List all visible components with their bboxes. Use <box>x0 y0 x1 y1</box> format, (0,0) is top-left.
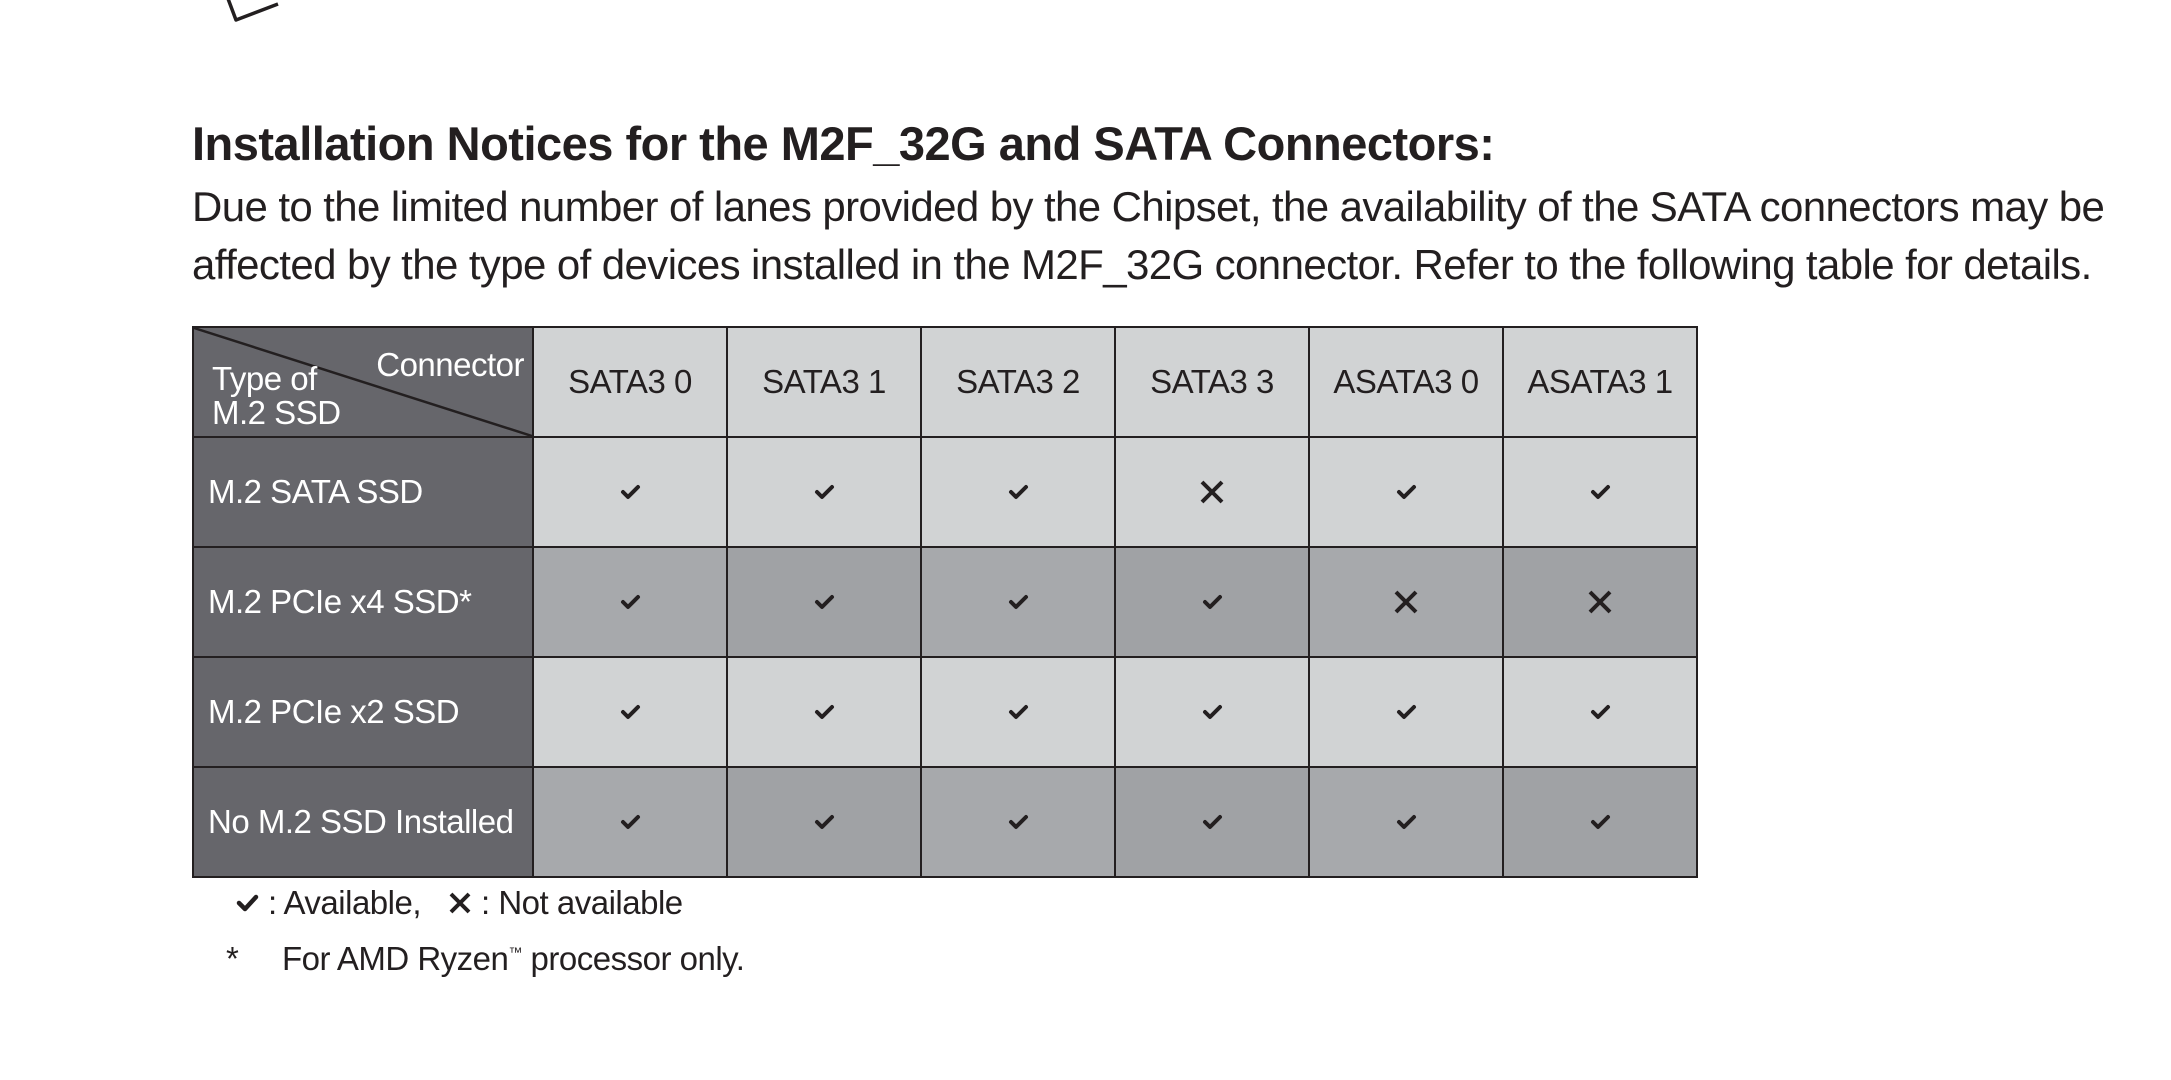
table-cell <box>1115 657 1309 767</box>
legend-not-available-label: : Not available <box>481 884 683 921</box>
row-header: M.2 SATA SSD <box>193 437 533 547</box>
check-icon <box>1001 695 1035 729</box>
table-cell <box>727 437 921 547</box>
check-icon <box>1389 475 1423 509</box>
table-cell <box>727 547 921 657</box>
table-cell <box>1309 437 1503 547</box>
partial-diagram-icon <box>222 0 282 24</box>
table-header-row <box>193 327 1697 437</box>
check-icon <box>1001 475 1035 509</box>
table-cell <box>727 657 921 767</box>
table-cell <box>1503 547 1697 657</box>
trademark-symbol: ™ <box>508 944 522 960</box>
cross-icon <box>1195 475 1229 509</box>
table-corner-cell <box>193 327 533 437</box>
column-header-asata3-0: ASATA3 0 <box>1309 327 1503 437</box>
table-cell <box>921 657 1115 767</box>
legend <box>230 884 683 922</box>
check-icon <box>613 695 647 729</box>
intro-line-2: affected by the type of devices installed in the M2F_32G connector. Refer to the following table for details. <box>192 241 2092 288</box>
column-header-asata3-1: ASATA3 1 <box>1503 327 1697 437</box>
column-header-sata3-3: SATA3 3 <box>1115 327 1309 437</box>
table-row <box>193 767 1697 877</box>
table-cell <box>1309 657 1503 767</box>
column-header-sata3-0: SATA3 0 <box>533 327 727 437</box>
table-cell <box>921 767 1115 877</box>
check-icon <box>1195 805 1229 839</box>
check-icon <box>1583 475 1617 509</box>
footnote-text: For AMD Ryzen <box>282 940 509 977</box>
legend-available-label: : Available, <box>268 884 422 921</box>
check-icon <box>1389 805 1423 839</box>
check-icon <box>613 585 647 619</box>
check-icon <box>807 695 841 729</box>
table-cell <box>1309 547 1503 657</box>
check-icon <box>1195 695 1229 729</box>
footnote-asterisk: * <box>226 940 239 977</box>
table-cell <box>921 547 1115 657</box>
page-title: Installation Notices for the M2F_32G and SATA Connectors: <box>192 117 1495 170</box>
cross-icon <box>443 886 477 920</box>
footnote <box>226 940 744 978</box>
table-cell <box>533 657 727 767</box>
table-cell <box>1503 437 1697 547</box>
check-icon <box>807 585 841 619</box>
table-cell <box>533 437 727 547</box>
row-header: No M.2 SSD Installed <box>193 767 533 877</box>
table-row <box>193 437 1697 547</box>
column-header-sata3-1: SATA3 1 <box>727 327 921 437</box>
table-cell <box>533 547 727 657</box>
row-header: M.2 PCIe x2 SSD <box>193 657 533 767</box>
table-cell <box>533 767 727 877</box>
check-icon <box>230 886 264 920</box>
intro-line-1: Due to the limited number of lanes provided by the Chipset, the availability of the SATA connectors may be <box>192 183 2105 230</box>
table-row <box>193 657 1697 767</box>
table-cell <box>1115 437 1309 547</box>
check-icon <box>613 475 647 509</box>
table-cell <box>1503 657 1697 767</box>
intro-paragraph <box>192 178 2105 294</box>
table-cell <box>1115 767 1309 877</box>
check-icon <box>1195 585 1229 619</box>
table-cell <box>1503 767 1697 877</box>
ssd-type-label-line-2: M.2 SSD <box>212 394 341 431</box>
check-icon <box>1001 805 1035 839</box>
check-icon <box>1583 805 1617 839</box>
connector-availability-table <box>192 326 1698 878</box>
check-icon <box>1583 695 1617 729</box>
column-header-sata3-2: SATA3 2 <box>921 327 1115 437</box>
ssd-type-label-line-1: Type of <box>212 360 317 397</box>
table-cell <box>1115 547 1309 657</box>
check-icon <box>1001 585 1035 619</box>
row-header: M.2 PCIe x4 SSD* <box>193 547 533 657</box>
table-row <box>193 547 1697 657</box>
check-icon <box>807 475 841 509</box>
ssd-type-axis-label <box>212 362 341 430</box>
cross-icon <box>1389 585 1423 619</box>
table-cell <box>921 437 1115 547</box>
connector-axis-label: Connector <box>376 346 524 383</box>
check-icon <box>807 805 841 839</box>
table-cell <box>1309 767 1503 877</box>
footnote-text-after: processor only. <box>521 940 745 977</box>
table-cell <box>727 767 921 877</box>
check-icon <box>613 805 647 839</box>
check-icon <box>1389 695 1423 729</box>
cross-icon <box>1583 585 1617 619</box>
